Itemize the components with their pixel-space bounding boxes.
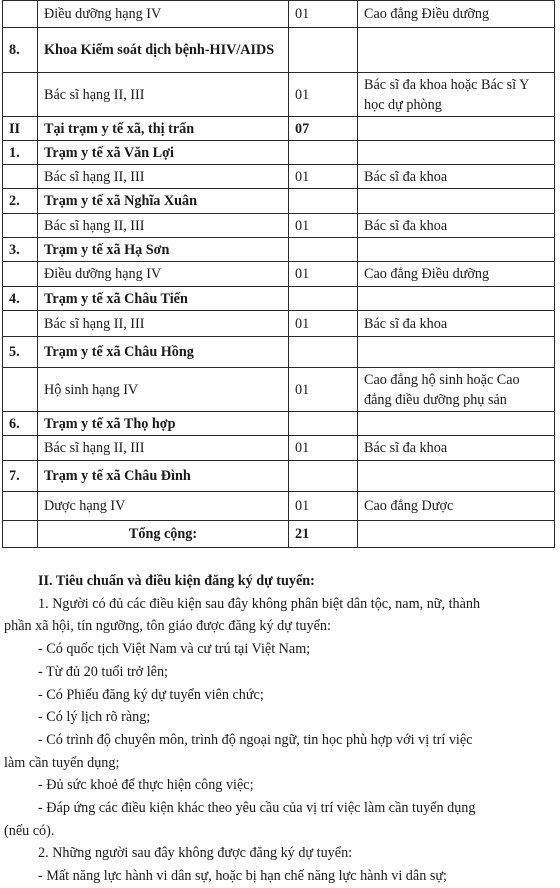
bullet-qualification-cont: làm cần tuyển dụng; bbox=[4, 754, 120, 771]
position-row bbox=[3, 436, 555, 461]
quantity-cell: 01 bbox=[289, 214, 358, 238]
quantity-cell: 01 bbox=[289, 1, 358, 28]
row-number-cell bbox=[3, 262, 38, 287]
section-row bbox=[3, 189, 555, 214]
section-row bbox=[3, 412, 555, 436]
requirement-cell bbox=[358, 337, 555, 368]
unit-name-cell: Trạm y tế xã Văn Lợi bbox=[38, 141, 289, 165]
unit-name-cell: Trạm y tế xã Châu Đình bbox=[38, 461, 289, 492]
row-number-cell bbox=[3, 436, 38, 461]
bullet-health: - Đủ sức khoẻ để thực hiện công việc; bbox=[38, 777, 254, 794]
position-name-cell: Điều dưỡng hạng IV bbox=[38, 1, 289, 28]
requirement-cell bbox=[358, 287, 555, 311]
quantity-cell bbox=[289, 141, 358, 165]
requirement-cell: Bác sĩ đa khoa bbox=[358, 214, 555, 238]
quantity-cell: 01 bbox=[289, 492, 358, 521]
bullet-application-form: - Có Phiếu đăng ký dự tuyển viên chức; bbox=[38, 686, 264, 703]
quantity-cell bbox=[289, 412, 358, 436]
requirement-cell: Cao đẳng Điều dưỡng bbox=[358, 1, 555, 28]
row-number-cell bbox=[3, 368, 38, 412]
requirement-cell: Bác sĩ đa khoa bbox=[358, 165, 555, 189]
position-name-cell: Bác sĩ hạng II, III bbox=[38, 436, 289, 461]
quantity-cell bbox=[289, 287, 358, 311]
quantity-cell bbox=[289, 189, 358, 214]
position-row bbox=[3, 214, 555, 238]
position-name-cell: Bác sĩ hạng II, III bbox=[38, 73, 289, 117]
table-body bbox=[3, 1, 555, 521]
quantity-cell bbox=[289, 337, 358, 368]
paragraph-1-cont: phần xã hội, tín ngưỡng, tôn giáo được đăng ký dự tuyển: bbox=[4, 618, 331, 635]
section-heading: II. Tiêu chuẩn và điều kiện đăng ký dự tuyển: bbox=[38, 573, 315, 589]
requirement-cell: Cao đẳng Điều dưỡng bbox=[358, 262, 555, 287]
requirement-cell bbox=[358, 238, 555, 262]
position-name-cell: Bác sĩ hạng II, III bbox=[38, 165, 289, 189]
row-number-cell bbox=[3, 311, 38, 337]
quantity-cell: 01 bbox=[289, 311, 358, 337]
unit-name-cell: Khoa Kiểm soát dịch bệnh-HIV/AIDS bbox=[38, 28, 289, 73]
total-req-cell bbox=[358, 521, 555, 548]
position-name-cell: Hộ sinh hạng IV bbox=[38, 368, 289, 412]
row-number-cell: 4. bbox=[3, 287, 38, 311]
row-number-cell: 7. bbox=[3, 461, 38, 492]
row-number-cell: 1. bbox=[3, 141, 38, 165]
row-number-cell bbox=[3, 214, 38, 238]
quantity-cell: 01 bbox=[289, 436, 358, 461]
row-number-cell bbox=[3, 165, 38, 189]
quantity-cell: 07 bbox=[289, 117, 358, 141]
paragraph-2: 2. Những người sau đây không được đăng ký dự tuyển: bbox=[38, 845, 353, 862]
position-name-cell: Điều dưỡng hạng IV bbox=[38, 262, 289, 287]
quantity-cell bbox=[289, 461, 358, 492]
quantity-cell: 01 bbox=[289, 165, 358, 189]
requirement-cell: Bác sĩ đa khoa bbox=[358, 436, 555, 461]
unit-name-cell: Trạm y tế xã Hạ Sơn bbox=[38, 238, 289, 262]
paragraph-1: 1. Người có đủ các điều kiện sau đây không phân biệt dân tộc, nam, nữ, thành bbox=[38, 595, 481, 612]
position-row bbox=[3, 73, 555, 117]
bullet-age: - Từ đủ 20 tuổi trở lên; bbox=[38, 663, 168, 680]
total-label: Tổng cộng: bbox=[38, 521, 289, 548]
requirement-cell bbox=[358, 412, 555, 436]
position-row bbox=[3, 262, 555, 287]
total-row bbox=[3, 521, 555, 548]
section-row bbox=[3, 28, 555, 73]
unit-name-cell: Tại trạm y tế xã, thị trấn bbox=[38, 117, 289, 141]
row-number-cell bbox=[3, 1, 38, 28]
unit-name-cell: Trạm y tế xã Thọ hợp bbox=[38, 412, 289, 436]
section-row bbox=[3, 287, 555, 311]
requirement-cell: Bác sĩ đa khoa hoặc Bác sĩ Y học dự phòng bbox=[358, 73, 555, 117]
requirement-cell bbox=[358, 117, 555, 141]
requirement-cell bbox=[358, 189, 555, 214]
position-name-cell: Bác sĩ hạng II, III bbox=[38, 214, 289, 238]
total-no-cell bbox=[3, 521, 38, 548]
position-row bbox=[3, 1, 555, 28]
requirement-cell: Bác sĩ đa khoa bbox=[358, 311, 555, 337]
row-number-cell bbox=[3, 73, 38, 117]
requirement-cell: Cao đẳng hộ sinh hoặc Cao đẳng điều dưỡng phụ sản bbox=[358, 368, 555, 412]
requirement-cell bbox=[358, 461, 555, 492]
bullet-background: - Có lý lịch rõ ràng; bbox=[38, 709, 151, 726]
body-text bbox=[0, 570, 560, 888]
section-row bbox=[3, 141, 555, 165]
section-row bbox=[3, 238, 555, 262]
bullet-other-conditions-cont: (nếu có). bbox=[4, 822, 55, 839]
bullet-civil-capacity: - Mất năng lực hành vi dân sự, hoặc bị hạn chế năng lực hành vi dân sự; bbox=[38, 868, 447, 885]
quantity-cell: 01 bbox=[289, 73, 358, 117]
quantity-cell bbox=[289, 238, 358, 262]
position-name-cell: Bác sĩ hạng II, III bbox=[38, 311, 289, 337]
bullet-other-conditions: - Đáp ứng các điều kiện khác theo yêu cầu của vị trí việc làm cần tuyển dụng bbox=[38, 800, 476, 817]
row-number-cell: 8. bbox=[3, 28, 38, 73]
requirement-cell bbox=[358, 28, 555, 73]
row-number-cell: 6. bbox=[3, 412, 38, 436]
unit-name-cell: Trạm y tế xã Châu Tiến bbox=[38, 287, 289, 311]
section-row bbox=[3, 117, 555, 141]
position-row bbox=[3, 311, 555, 337]
requirement-cell bbox=[358, 141, 555, 165]
row-number-cell: 2. bbox=[3, 189, 38, 214]
quantity-cell bbox=[289, 28, 358, 73]
requirement-cell: Cao đẳng Dược bbox=[358, 492, 555, 521]
position-name-cell: Dược hạng IV bbox=[38, 492, 289, 521]
unit-name-cell: Trạm y tế xã Châu Hồng bbox=[38, 337, 289, 368]
bullet-nationality: - Có quốc tịch Việt Nam và cư trú tại Việt Nam; bbox=[38, 641, 311, 658]
recruitment-table bbox=[2, 0, 555, 548]
position-row bbox=[3, 368, 555, 412]
unit-name-cell: Trạm y tế xã Nghĩa Xuân bbox=[38, 189, 289, 214]
position-row bbox=[3, 492, 555, 521]
row-number-cell: 5. bbox=[3, 337, 38, 368]
section-row bbox=[3, 337, 555, 368]
row-number-cell bbox=[3, 492, 38, 521]
row-number-cell: II bbox=[3, 117, 38, 141]
quantity-cell: 01 bbox=[289, 262, 358, 287]
bullet-qualification: - Có trình độ chuyên môn, trình độ ngoại ngữ, tin học phù hợp với vị trí việc bbox=[38, 731, 473, 748]
total-qty: 21 bbox=[289, 521, 358, 548]
section-row bbox=[3, 461, 555, 492]
position-row bbox=[3, 165, 555, 189]
quantity-cell: 01 bbox=[289, 368, 358, 412]
row-number-cell: 3. bbox=[3, 238, 38, 262]
